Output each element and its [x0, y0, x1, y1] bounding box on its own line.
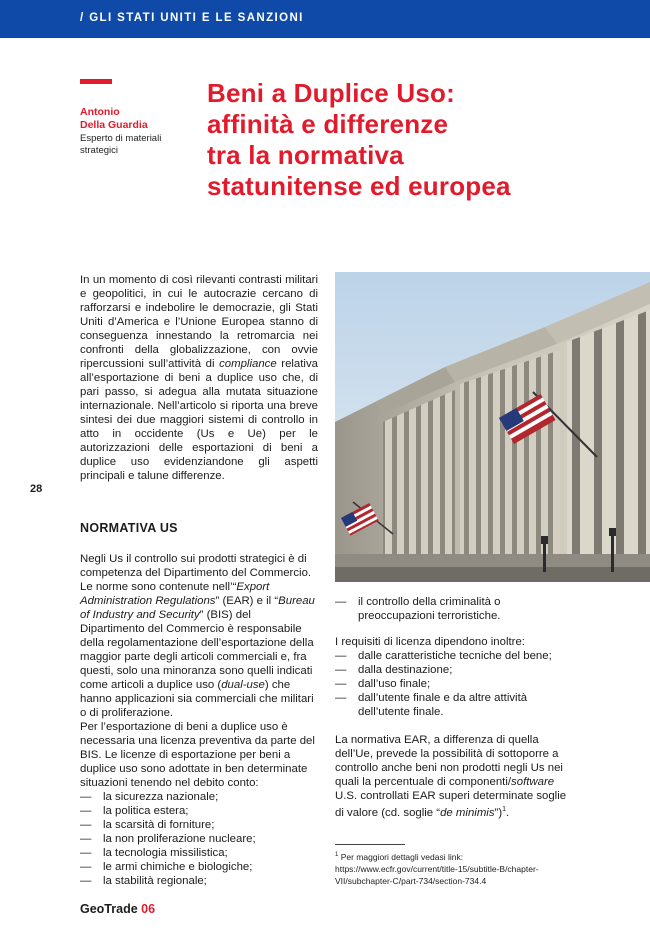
list-item: — dalle caratteristiche tecniche del bene;: [335, 649, 573, 663]
footnote: $^1$ Per maggiori dettagli vedasi link: https://www.ecfr.gov/current/title-15/subtitle-B/chapter-VII/subchapter-C/part-734/section-734.4: [335, 851, 539, 886]
building-photo: [335, 272, 650, 582]
footnote-divider: [335, 844, 405, 845]
us-body: [80, 552, 318, 888]
list-continued: [335, 595, 573, 623]
list-item: — la tecnologia missilistica;: [80, 846, 318, 860]
list-item: — le armi chimiche e biologiche;: [80, 860, 318, 874]
list-item: — la stabilità regionale;: [80, 874, 318, 888]
section-heading: NORMATIVA US: [80, 521, 178, 535]
ear-paragraph: La normativa EAR, a differenza di quella dell’Ue, prevede la possibilità di sottoporre a controllo anche beni non prodotti negli Us nei quali la percentuale di componenti/software U.S. controllati EAR superi determinate soglie di valore (cd. soglie “de minimis”)$^1$.: [335, 734, 567, 819]
list-item: — la politica estera;: [80, 804, 318, 818]
commerce-building-image: [335, 272, 650, 582]
footer-brand: [80, 902, 155, 916]
footnote-ref[interactable]: 1: [502, 806, 507, 813]
list-item: — la scarsità di forniture;: [80, 818, 318, 832]
section-label: / GLI STATI UNITI E LE SANZIONI: [80, 12, 304, 24]
list-item: — dalla destinazione;: [335, 663, 573, 677]
us-paragraph-1: Negli Us il controllo sui prodotti strategici è di competenza del Dipartimento del Commercio. Le norme sono contenute nell’“Export Administration Regulations” (EAR) e il “Bureau of Industry and Security” (BIS) del Dipartimento del Commercio è responsabile della regolamentazione dell’esportazione della maggior parte degli articoli commerciali e, fra questi, solo una minoranza sono quelli indicati come articoli a duplice uso (dual-use) che hanno applicazioni sia commerciali che militari o di proliferazione.: [80, 553, 315, 719]
requirements-list: [335, 649, 573, 719]
list-item: — la non proliferazione nucleare;: [80, 832, 318, 846]
conditions-list: [80, 790, 318, 888]
list-item: — il controllo della criminalità o preoccupazioni terroristiche.: [335, 595, 573, 623]
page-number: 28: [30, 483, 43, 495]
top-banner: [0, 0, 650, 38]
intro-paragraph: In un momento di così rilevanti contrasti militari e geopolitici, in cui le autocrazie cercano di rafforzarsi e indebolire le democrazie, gli Stati Uniti d’America e l’Unione Europea stanno di conseguenza innestando la retromarcia nei confronti della globalizzazione, con ovvie ripercussioni sull’attività di compliance relativa all’esportazione di beni a duplice uso che, di pari passo, si adegua alla mutata situazione internazionale. Nell’articolo si riporta una breve sintesi dei due maggiori sistemi di controllo in atto in occidente (Us e Ue) per le autorizzazioni delle esportazioni di beni a duplice uso evidenziandone gli aspetti principali e talune differenze.: [80, 274, 318, 482]
article-title: Beni a Duplice Uso: affinità e differenze tra la normativa statunitense ed europea: [207, 78, 511, 201]
footnote-link[interactable]: Per maggiori dettagli vedasi link: https://www.ecfr.gov/current/title-15/subtitle-B/chapter-VII/subchapter-C/part-734/section-734.4: [335, 851, 539, 886]
license-requirements: [335, 635, 573, 719]
author-name: Antonio Della Guardia: [80, 106, 148, 131]
issue-number: 06: [141, 902, 156, 916]
author-role: Esperto di materiali strategici: [80, 133, 162, 156]
list-item: — dall’uso finale;: [335, 677, 573, 691]
brand-name: GeoTrade: [80, 902, 138, 916]
requirements-intro: I requisiti di licenza dipendono inoltre:: [335, 636, 525, 648]
list-item: — la sicurezza nazionale;: [80, 790, 318, 804]
list-item: — dall’utente finale e da altre attività dell’utente finale.: [335, 691, 573, 719]
accent-rule: [80, 79, 112, 84]
us-paragraph-2: Per l’esportazione di beni a duplice uso è necessaria una licenza preventiva da parte del BIS. Le licenze di esportazione per beni a duplice uso sono adottate in ben determinate situazioni tenendo nel debito conto:: [80, 721, 315, 789]
